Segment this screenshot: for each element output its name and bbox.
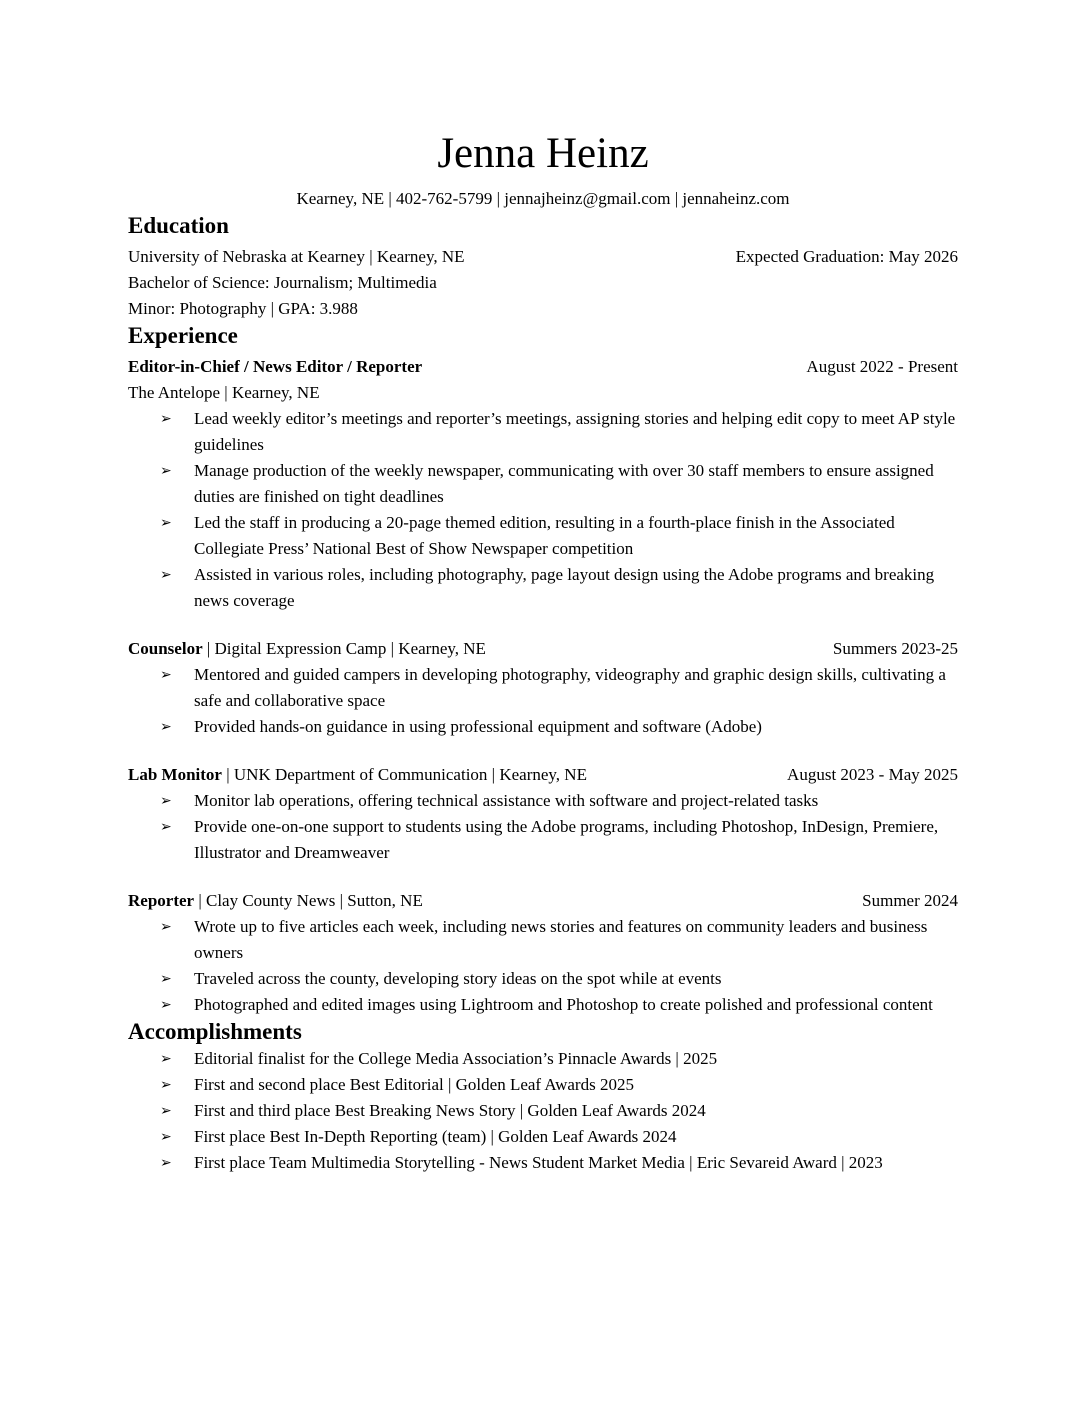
- job-date: August 2023 - May 2025: [787, 765, 958, 784]
- bullet-text: Manage production of the weekly newspaper, communicating with over 30 staff members to ensure assigned duties are finished on tight deadlines: [194, 461, 934, 506]
- bullet-text: Led the staff in producing a 20-page themed edition, resulting in a fourth-place finish in the Associated Collegiate Press’ National Best of Show Newspaper competition: [194, 513, 895, 558]
- job-header-row: [128, 762, 958, 788]
- bullet-item: [128, 1098, 958, 1124]
- arrow-bullet-icon: ➢: [160, 819, 172, 835]
- education-row: [128, 270, 958, 296]
- job-title-line: [128, 762, 587, 788]
- arrow-bullet-icon: ➢: [160, 1155, 172, 1171]
- job-title-line: [128, 888, 423, 914]
- contact-line: Kearney, NE | 402-762-5799 | jennajheinz@gmail.com | jennaheinz.com: [296, 189, 790, 208]
- bullet-text: Editorial finalist for the College Media Association’s Pinnacle Awards | 2025: [194, 1049, 718, 1068]
- job-title-rest: | UNK Department of Communication | Kearney, NE: [221, 765, 587, 784]
- arrow-bullet-icon: ➢: [160, 515, 172, 531]
- bullet-text: First place Team Multimedia Storytelling - News Student Market Media | Eric Sevareid Award | 2023: [194, 1153, 883, 1172]
- bullet-item: [128, 562, 958, 614]
- arrow-bullet-icon: ➢: [160, 919, 172, 935]
- bullet-item: [128, 1124, 958, 1150]
- arrow-bullet-icon: ➢: [160, 793, 172, 809]
- education-row-right: Expected Graduation: May 2026: [735, 247, 958, 266]
- arrow-bullet-icon: ➢: [160, 1103, 172, 1119]
- education-row-left: Minor: Photography | GPA: 3.988: [128, 299, 358, 318]
- education-row-left: University of Nebraska at Kearney | Kearney, NE: [128, 247, 465, 266]
- job-date: August 2022 - Present: [806, 357, 958, 376]
- job-header-row: [128, 888, 958, 914]
- section-heading-experience: Experience: [128, 323, 238, 348]
- arrow-bullet-icon: ➢: [160, 1129, 172, 1145]
- job-title-line: [128, 636, 486, 662]
- arrow-bullet-icon: ➢: [160, 971, 172, 987]
- experience-job: [128, 762, 958, 866]
- bullet-item: [128, 714, 958, 740]
- job-title: Editor-in-Chief / News Editor / Reporter: [128, 357, 423, 376]
- bullet-text: Photographed and edited images using Lightroom and Photoshop to create polished and professional content: [194, 995, 933, 1014]
- job-header-row: [128, 636, 958, 662]
- job-bullets: [128, 914, 958, 1018]
- bullet-text: Provided hands-on guidance in using professional equipment and software (Adobe): [194, 717, 762, 736]
- arrow-bullet-icon: ➢: [160, 667, 172, 683]
- bullet-item: [128, 788, 958, 814]
- arrow-bullet-icon: ➢: [160, 719, 172, 735]
- bullet-text: First and third place Best Breaking News Story | Golden Leaf Awards 2024: [194, 1101, 706, 1120]
- bullet-item: [128, 966, 958, 992]
- section-heading-education: Education: [128, 213, 229, 238]
- job-title-rest: | Digital Expression Camp | Kearney, NE: [202, 639, 486, 658]
- education-row-left: Bachelor of Science: Journalism; Multimedia: [128, 273, 437, 292]
- education-row: [128, 244, 958, 270]
- experience-section: [128, 354, 958, 1018]
- bullet-text: Provide one-on-one support to students using the Adobe programs, including Photoshop, InDesign, Premiere, Illustrator and Dreamweaver: [194, 817, 939, 862]
- job-bullets: [128, 788, 958, 866]
- bullet-text: Lead weekly editor’s meetings and reporter’s meetings, assigning stories and helping edit copy to meet AP style guidelines: [194, 409, 956, 454]
- job-title-line: [128, 354, 422, 380]
- job-bullets: [128, 406, 958, 614]
- job-header-row: [128, 354, 958, 380]
- bullet-item: [128, 814, 958, 866]
- arrow-bullet-icon: ➢: [160, 1077, 172, 1093]
- bullet-item: [128, 458, 958, 510]
- job-bullets: [128, 662, 958, 740]
- bullet-item: [128, 406, 958, 458]
- arrow-bullet-icon: ➢: [160, 463, 172, 479]
- bullet-item: [128, 992, 958, 1018]
- accomplishments-list: [128, 1046, 958, 1176]
- job-date: Summer 2024: [862, 891, 958, 910]
- bullet-item: [128, 510, 958, 562]
- job-date: Summers 2023-25: [832, 639, 958, 658]
- job-title-rest: | Clay County News | Sutton, NE: [194, 891, 423, 910]
- job-title: Reporter: [128, 891, 195, 910]
- arrow-bullet-icon: ➢: [160, 411, 172, 427]
- job-title: Lab Monitor: [128, 765, 222, 784]
- experience-job: [128, 888, 958, 1018]
- arrow-bullet-icon: ➢: [160, 997, 172, 1013]
- education-section: [128, 244, 958, 322]
- bullet-text: Assisted in various roles, including photography, page layout design using the Adobe programs and breaking news coverage: [194, 565, 935, 610]
- arrow-bullet-icon: ➢: [160, 567, 172, 583]
- bullet-item: [128, 1046, 958, 1072]
- bullet-text: Wrote up to five articles each week, including news stories and features on community leaders and business owners: [194, 917, 928, 962]
- job-title: Counselor: [128, 639, 203, 658]
- page-title: Jenna Heinz: [437, 130, 649, 177]
- bullet-text: First place Best In-Depth Reporting (team) | Golden Leaf Awards 2024: [194, 1127, 677, 1146]
- arrow-bullet-icon: ➢: [160, 1051, 172, 1067]
- job-subtitle: The Antelope | Kearney, NE: [128, 383, 320, 402]
- education-row: [128, 296, 958, 322]
- bullet-text: Monitor lab operations, offering technical assistance with software and project-related tasks: [194, 791, 819, 810]
- bullet-item: [128, 662, 958, 714]
- section-heading-accomplishments: Accomplishments: [128, 1019, 302, 1044]
- bullet-item: [128, 1072, 958, 1098]
- bullet-item: [128, 914, 958, 966]
- bullet-text: Traveled across the county, developing story ideas on the spot while at events: [194, 969, 722, 988]
- bullet-text: Mentored and guided campers in developing photography, videography and graphic design skills, cultivating a safe and collaborative space: [194, 665, 946, 710]
- experience-job: [128, 636, 958, 740]
- experience-job: [128, 354, 958, 614]
- bullet-item: [128, 1150, 958, 1176]
- bullet-text: First and second place Best Editorial | Golden Leaf Awards 2025: [194, 1075, 634, 1094]
